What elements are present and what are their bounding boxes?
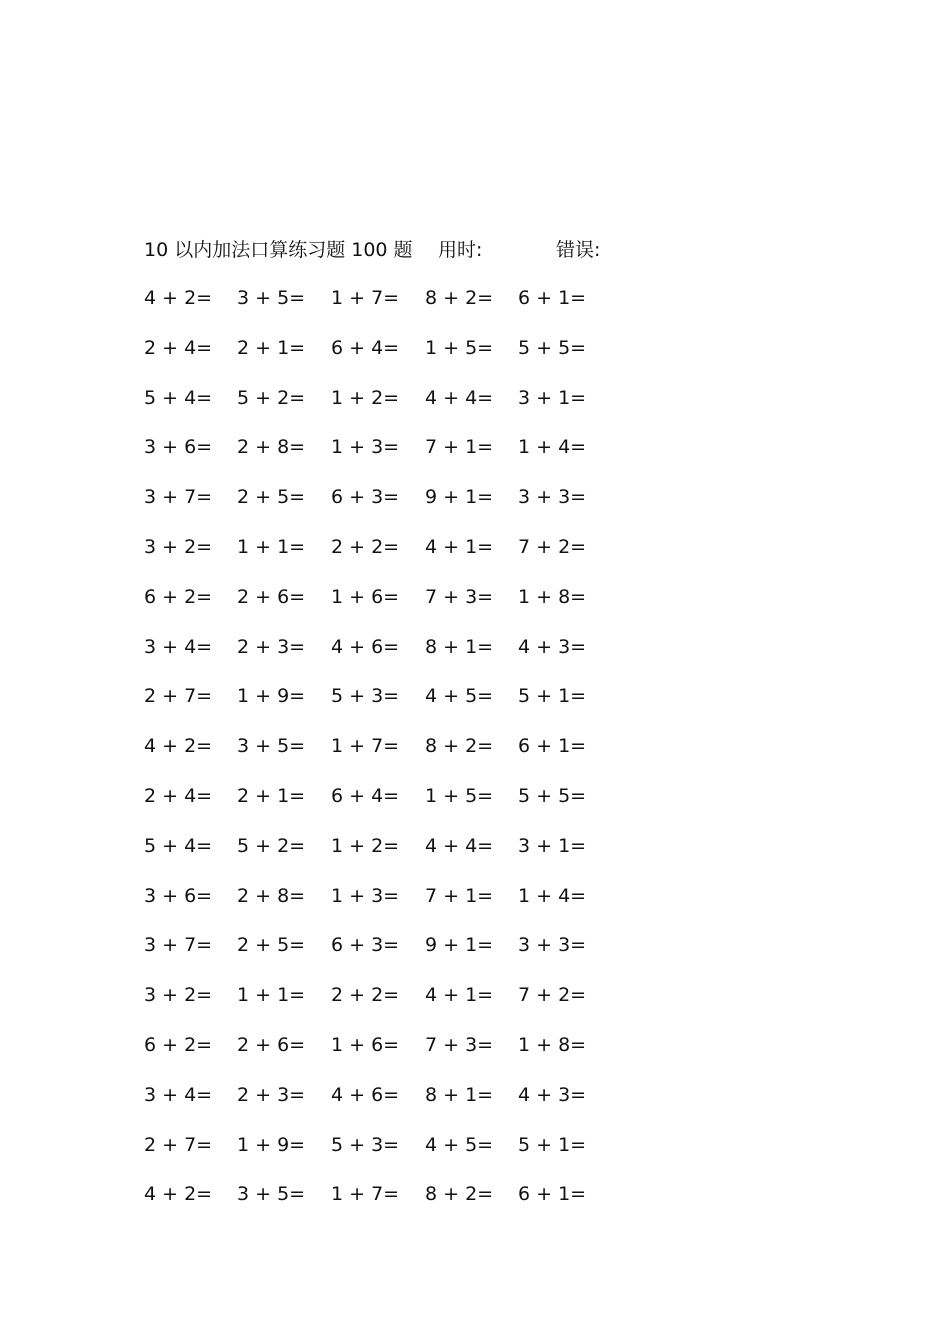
problem-item: 6 + 3= — [331, 934, 400, 957]
problem-item: 5 + 2= — [237, 386, 306, 409]
problem-item: 1 + 9= — [237, 1133, 306, 1156]
time-used-label: 用时: — [438, 239, 483, 261]
problem-item: 3 + 4= — [144, 635, 213, 658]
problem-item: 1 + 8= — [518, 585, 587, 608]
problem-item: 3 + 1= — [518, 834, 587, 857]
problem-item: 4 + 1= — [425, 535, 494, 558]
problem-item: 2 + 7= — [144, 1133, 213, 1156]
problem-row — [144, 1131, 624, 1181]
problem-item: 2 + 2= — [331, 984, 400, 1007]
problem-item: 8 + 2= — [425, 735, 494, 758]
problem-item: 6 + 2= — [144, 1033, 213, 1056]
problem-item: 6 + 2= — [144, 585, 213, 608]
problem-item: 3 + 5= — [237, 1183, 306, 1206]
problem-item: 1 + 1= — [237, 984, 306, 1007]
problem-item: 1 + 2= — [331, 834, 400, 857]
problem-item: 3 + 2= — [144, 535, 213, 558]
problem-row — [144, 1180, 624, 1230]
problem-row — [144, 1081, 624, 1131]
problem-item: 5 + 5= — [518, 336, 587, 359]
problem-item: 3 + 1= — [518, 386, 587, 409]
problem-row — [144, 981, 624, 1031]
problem-item: 1 + 4= — [518, 884, 587, 907]
problem-item: 3 + 6= — [144, 436, 213, 459]
problem-item: 6 + 1= — [518, 1183, 587, 1206]
problem-item: 4 + 6= — [331, 635, 400, 658]
problem-item: 2 + 1= — [237, 784, 306, 807]
problem-item: 7 + 3= — [425, 585, 494, 608]
problem-item: 6 + 3= — [331, 486, 400, 509]
problem-item: 3 + 7= — [144, 934, 213, 957]
problem-row — [144, 433, 624, 483]
problem-item: 1 + 2= — [331, 386, 400, 409]
problem-item: 5 + 1= — [518, 1133, 587, 1156]
problem-item: 4 + 2= — [144, 287, 213, 309]
problem-item: 2 + 3= — [237, 635, 306, 658]
problem-item: 1 + 4= — [518, 436, 587, 459]
problem-item: 5 + 2= — [237, 834, 306, 857]
problem-row — [144, 583, 624, 633]
problem-item: 1 + 7= — [331, 287, 400, 309]
problem-item: 3 + 7= — [144, 486, 213, 509]
problem-item: 1 + 7= — [331, 1183, 400, 1206]
problem-item: 2 + 5= — [237, 486, 306, 509]
problem-item: 3 + 5= — [237, 735, 306, 758]
problem-item: 5 + 1= — [518, 685, 587, 708]
problem-item: 2 + 7= — [144, 685, 213, 708]
problem-item: 1 + 6= — [331, 585, 400, 608]
problem-item: 2 + 5= — [237, 934, 306, 957]
problem-item: 7 + 2= — [518, 535, 587, 558]
problem-item: 4 + 2= — [144, 735, 213, 758]
problem-item: 2 + 6= — [237, 1033, 306, 1056]
problem-item: 7 + 1= — [425, 436, 494, 459]
problem-item: 2 + 8= — [237, 436, 306, 459]
worksheet-header — [144, 236, 664, 264]
problem-item: 1 + 9= — [237, 685, 306, 708]
problem-item: 3 + 3= — [518, 486, 587, 509]
problem-item: 1 + 5= — [425, 784, 494, 807]
problem-item: 5 + 3= — [331, 685, 400, 708]
problem-item: 3 + 3= — [518, 934, 587, 957]
problem-item: 8 + 2= — [425, 287, 494, 309]
problem-item: 3 + 6= — [144, 884, 213, 907]
problem-item: 4 + 3= — [518, 635, 587, 658]
problem-item: 3 + 2= — [144, 984, 213, 1007]
problem-row — [144, 832, 624, 882]
problem-item: 3 + 5= — [237, 287, 306, 309]
problem-item: 8 + 1= — [425, 635, 494, 658]
problem-item: 1 + 6= — [331, 1033, 400, 1056]
problem-row — [144, 483, 624, 533]
problem-row — [144, 533, 624, 583]
problem-item: 9 + 1= — [425, 934, 494, 957]
problem-item: 5 + 3= — [331, 1133, 400, 1156]
problem-item: 4 + 6= — [331, 1083, 400, 1106]
problem-item: 1 + 8= — [518, 1033, 587, 1056]
problem-item: 5 + 4= — [144, 386, 213, 409]
problem-item: 2 + 4= — [144, 336, 213, 359]
problem-item: 1 + 1= — [237, 535, 306, 558]
problem-item: 6 + 4= — [331, 336, 400, 359]
problem-item: 4 + 4= — [425, 834, 494, 857]
problem-row — [144, 284, 624, 334]
problem-row — [144, 931, 624, 981]
problem-item: 6 + 4= — [331, 784, 400, 807]
problem-item: 1 + 3= — [331, 436, 400, 459]
problem-item: 4 + 5= — [425, 685, 494, 708]
problem-row — [144, 882, 624, 932]
problem-item: 8 + 2= — [425, 1183, 494, 1206]
problem-item: 4 + 4= — [425, 386, 494, 409]
problem-item: 7 + 3= — [425, 1033, 494, 1056]
problem-item: 4 + 5= — [425, 1133, 494, 1156]
problem-item: 4 + 1= — [425, 984, 494, 1007]
worksheet-title: 10 以内加法口算练习题 100 题 — [144, 239, 413, 261]
problem-item: 7 + 2= — [518, 984, 587, 1007]
problem-item: 5 + 5= — [518, 784, 587, 807]
problem-item: 9 + 1= — [425, 486, 494, 509]
problem-row — [144, 334, 624, 384]
problem-item: 1 + 7= — [331, 735, 400, 758]
problem-item: 2 + 1= — [237, 336, 306, 359]
problem-item: 5 + 4= — [144, 834, 213, 857]
errors-label: 错误: — [556, 239, 601, 261]
problem-row — [144, 384, 624, 434]
problem-item: 1 + 5= — [425, 336, 494, 359]
problem-item: 2 + 6= — [237, 585, 306, 608]
problem-item: 1 + 3= — [331, 884, 400, 907]
problem-row — [144, 1031, 624, 1081]
problem-item: 3 + 4= — [144, 1083, 213, 1106]
problem-item: 2 + 3= — [237, 1083, 306, 1106]
problem-item: 4 + 2= — [144, 1183, 213, 1206]
problem-item: 8 + 1= — [425, 1083, 494, 1106]
problem-item: 4 + 3= — [518, 1083, 587, 1106]
problem-grid — [144, 284, 624, 1230]
problem-item: 2 + 4= — [144, 784, 213, 807]
problem-row — [144, 682, 624, 732]
problem-row — [144, 732, 624, 782]
problem-row — [144, 782, 624, 832]
problem-item: 6 + 1= — [518, 287, 587, 309]
problem-item: 2 + 8= — [237, 884, 306, 907]
problem-item: 7 + 1= — [425, 884, 494, 907]
problem-item: 2 + 2= — [331, 535, 400, 558]
problem-row — [144, 633, 624, 683]
problem-item: 6 + 1= — [518, 735, 587, 758]
